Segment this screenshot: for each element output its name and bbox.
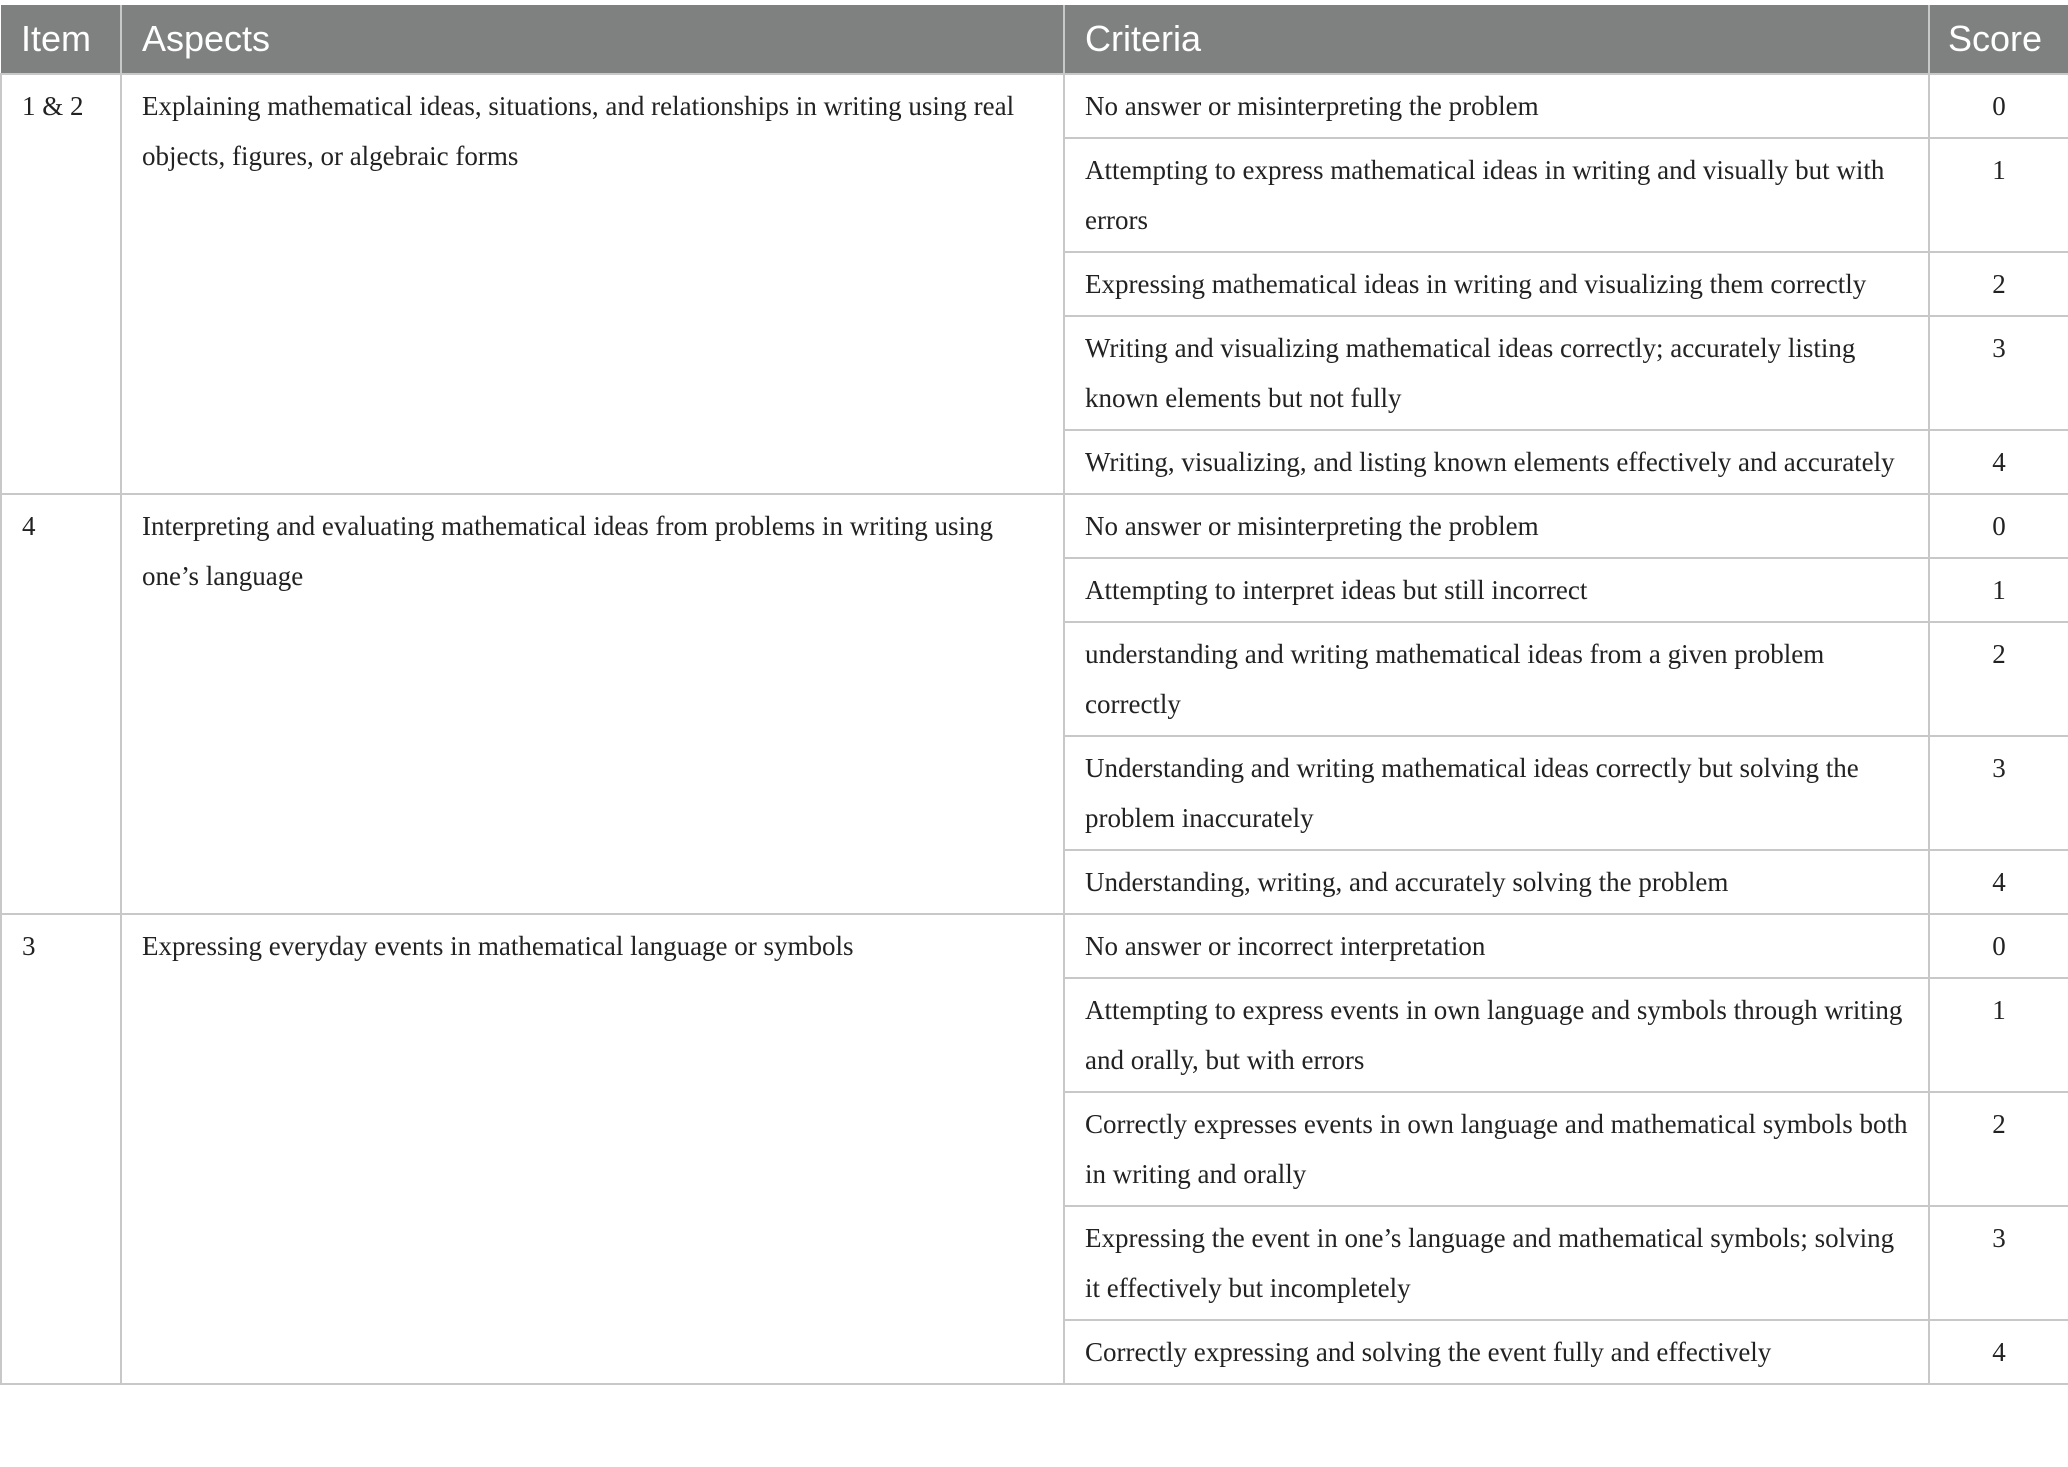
table-row (1, 914, 2068, 978)
header-item: Item (1, 5, 121, 74)
criteria-cell: No answer or misinterpreting the problem (1064, 494, 1929, 558)
rubric-table (0, 5, 2068, 1385)
criteria-cell: Expressing the event in one’s language and mathematical symbols; solving it effectively but incompletely (1064, 1206, 1929, 1320)
criteria-cell: Understanding, writing, and accurately solving the problem (1064, 850, 1929, 914)
aspect-cell: Interpreting and evaluating mathematical ideas from problems in writing using one’s language (121, 494, 1064, 914)
criteria-cell: Correctly expresses events in own language and mathematical symbols both in writing and orally (1064, 1092, 1929, 1206)
header-row (1, 5, 2068, 74)
criteria-cell: Attempting to interpret ideas but still incorrect (1064, 558, 1929, 622)
criteria-cell: understanding and writing mathematical ideas from a given problem correctly (1064, 622, 1929, 736)
score-cell: 3 (1929, 1206, 2068, 1320)
criteria-cell: Writing, visualizing, and listing known elements effectively and accurately (1064, 430, 1929, 494)
table-body (1, 74, 2068, 1384)
criteria-cell: Understanding and writing mathematical ideas correctly but solving the problem inaccurately (1064, 736, 1929, 850)
criteria-cell: Attempting to express mathematical ideas in writing and visually but with errors (1064, 138, 1929, 252)
criteria-cell: No answer or misinterpreting the problem (1064, 74, 1929, 138)
header-score: Score (1929, 5, 2068, 74)
aspect-cell: Explaining mathematical ideas, situations, and relationships in writing using real objects, figures, or algebraic forms (121, 74, 1064, 494)
score-cell: 1 (1929, 138, 2068, 252)
score-cell: 3 (1929, 736, 2068, 850)
item-cell: 1 & 2 (1, 74, 121, 494)
aspect-cell: Expressing everyday events in mathematical language or symbols (121, 914, 1064, 1384)
score-cell: 1 (1929, 558, 2068, 622)
item-cell: 3 (1, 914, 121, 1384)
item-cell: 4 (1, 494, 121, 914)
criteria-cell: No answer or incorrect interpretation (1064, 914, 1929, 978)
criteria-cell: Attempting to express events in own language and symbols through writing and orally, but with errors (1064, 978, 1929, 1092)
score-cell: 2 (1929, 252, 2068, 316)
criteria-cell: Writing and visualizing mathematical ideas correctly; accurately listing known elements but not fully (1064, 316, 1929, 430)
score-cell: 4 (1929, 430, 2068, 494)
table-row (1, 74, 2068, 138)
score-cell: 1 (1929, 978, 2068, 1092)
score-cell: 2 (1929, 1092, 2068, 1206)
score-cell: 4 (1929, 850, 2068, 914)
header-criteria: Criteria (1064, 5, 1929, 74)
table-row (1, 494, 2068, 558)
header-aspects: Aspects (121, 5, 1064, 74)
criteria-cell: Expressing mathematical ideas in writing and visualizing them correctly (1064, 252, 1929, 316)
score-cell: 0 (1929, 914, 2068, 978)
score-cell: 0 (1929, 74, 2068, 138)
criteria-cell: Correctly expressing and solving the event fully and effectively (1064, 1320, 1929, 1384)
score-cell: 2 (1929, 622, 2068, 736)
score-cell: 0 (1929, 494, 2068, 558)
score-cell: 3 (1929, 316, 2068, 430)
score-cell: 4 (1929, 1320, 2068, 1384)
